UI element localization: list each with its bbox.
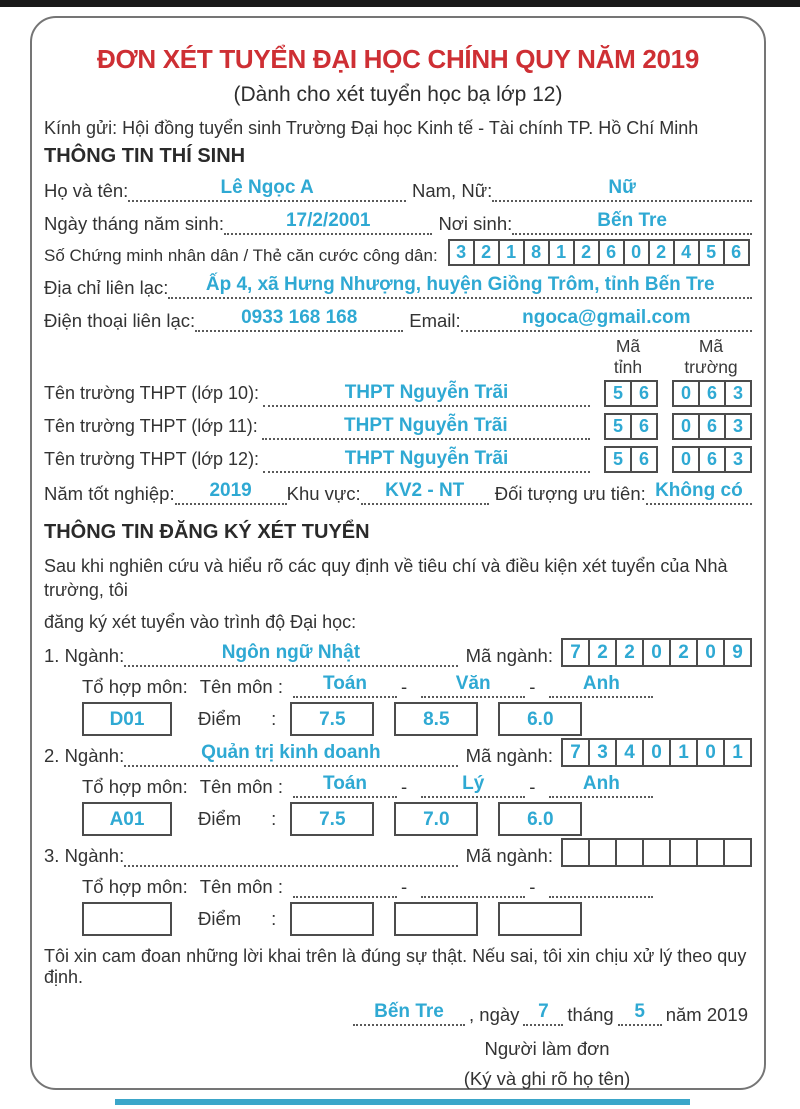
digit-cell: 5: [604, 446, 632, 473]
digit-cell: 1: [669, 738, 698, 767]
row-scores-1: [82, 702, 752, 736]
major-2-subject-3-value: Anh: [582, 773, 620, 794]
major-3-score-3-box[interactable]: [498, 902, 582, 936]
major-1-name-field[interactable]: [124, 641, 457, 667]
row-school-grade11: [44, 413, 752, 440]
digit-cell: 3: [724, 413, 752, 440]
digit-cell: 0: [672, 413, 700, 440]
major-1-score-3-box[interactable]: [498, 702, 582, 736]
sign-note: (Ký và ghi rõ họ tên): [463, 1068, 631, 1089]
digit-cell: 1: [548, 239, 575, 266]
digit-cell: 0: [696, 638, 725, 667]
row-dob-birthplace: [44, 209, 752, 235]
major-1-combo-value: D01: [109, 709, 145, 730]
major-2-subject-2-field[interactable]: [421, 772, 525, 798]
major-2-label: 2. Ngành:: [44, 745, 125, 766]
digit-cell: 6: [630, 380, 658, 407]
major-2-subject-1-field[interactable]: [293, 772, 397, 798]
area-field[interactable]: [361, 479, 489, 505]
digit-cell: 7: [561, 738, 590, 767]
day-value: 7: [538, 1001, 549, 1022]
digit-cell: 3: [448, 239, 475, 266]
fullname-label: Họ và tên:: [44, 180, 129, 201]
score-label-2: Điểm: [198, 808, 242, 829]
major-3-score-1-box[interactable]: [290, 902, 374, 936]
digit-cell: 8: [523, 239, 550, 266]
digit-cell: 3: [724, 380, 752, 407]
digit-cell: 6: [698, 446, 726, 473]
digit-cell: 5: [604, 380, 632, 407]
digit-cell: 6: [723, 239, 750, 266]
digit-cell: [561, 838, 590, 867]
score-colon-3: :: [271, 908, 277, 929]
row-phone-email: [44, 306, 752, 332]
major-2-name-value: Quản trị kinh doanh: [201, 742, 381, 763]
major-1-subject-1-value: Toán: [323, 673, 367, 694]
major-1-score-1-box[interactable]: [290, 702, 374, 736]
row-major-2: [44, 738, 752, 767]
area-label: Khu vực:: [286, 483, 361, 504]
declaration-text: Tôi xin cam đoan những lời khai trên là đúng sự thật. Nếu sai, tôi xin chịu xử lý theo quy định.: [44, 946, 747, 987]
major-1-subject-2-field[interactable]: [421, 672, 525, 698]
major-3-combo-box[interactable]: [82, 902, 172, 936]
digit-cell: 2: [588, 638, 617, 667]
province-code-header: Mã tỉnh: [613, 336, 643, 377]
major-1-name-value: Ngôn ngữ Nhật: [221, 642, 361, 663]
grad-year-value: 2019: [209, 480, 252, 501]
digit-cell: 0: [672, 446, 700, 473]
priority-field[interactable]: [646, 479, 752, 505]
major-1-score-1-value: 7.5: [319, 709, 346, 730]
school-grade12-value: THPT Nguyễn Trãi: [344, 447, 509, 469]
digit-cell: 1: [498, 239, 525, 266]
major-1-subject-3-field[interactable]: [549, 672, 653, 698]
major-2-code-label: Mã ngành:: [465, 745, 553, 766]
major-3-label: 3. Ngành:: [44, 845, 125, 866]
digit-cell: 2: [669, 638, 698, 667]
score-colon-2: :: [271, 808, 277, 829]
major-1-code-boxes[interactable]: [561, 638, 752, 667]
row-graduation: [44, 479, 752, 505]
major-2-code-boxes[interactable]: [561, 738, 752, 767]
digit-cell: 0: [623, 239, 650, 266]
fullname-field[interactable]: [128, 176, 406, 202]
digit-cell: 6: [598, 239, 625, 266]
digit-cell: 4: [673, 239, 700, 266]
row-major-1: [44, 638, 752, 667]
school-code-boxes-grade12[interactable]: [672, 446, 752, 473]
row-id-number: [44, 239, 752, 266]
digit-cell: 2: [648, 239, 675, 266]
digit-cell: 0: [642, 738, 671, 767]
phone-value: 0933 168 168: [241, 307, 358, 328]
major-2-subject-2-value: Lý: [462, 773, 485, 794]
major-3-subject-3-field[interactable]: [549, 872, 653, 898]
province-code-boxes-grade10[interactable]: [604, 380, 658, 407]
phone-label: Điện thoại liên lạc:: [44, 310, 196, 331]
school-grade10-label: Tên trường THPT (lớp 10):: [44, 383, 260, 403]
row-combo-2: [82, 772, 752, 798]
digit-cell: 0: [672, 380, 700, 407]
address-value: Ấp 4, xã Hưng Nhượng, huyện Giồng Trôm, tỉnh Bến Tre: [205, 274, 715, 295]
greeting-line: Kính gửi: Hội đồng tuyển sinh Trường Đại học Kinh tế - Tài chính TP. Hồ Chí Minh: [44, 118, 699, 138]
place-field[interactable]: [353, 1000, 465, 1026]
major-1-score-2-value: 8.5: [423, 709, 450, 730]
digit-cell: 4: [615, 738, 644, 767]
subject-1-label: Tên môn :: [199, 676, 284, 697]
phone-field[interactable]: [195, 306, 403, 332]
major-1-label: 1. Ngành:: [44, 645, 125, 666]
subject-separator: -: [401, 776, 408, 797]
bottom-blue-bar: [115, 1099, 690, 1105]
intro-line-1: Sau khi nghiên cứu và hiểu rõ các quy định về tiêu chí và điều kiện xét tuyển của Nhà trường, tôi: [44, 556, 728, 600]
major-2-score-2-value: 7.0: [423, 809, 450, 830]
combo-2-label: Tổ hợp môn:: [82, 776, 188, 797]
row-combo-3: [82, 872, 752, 898]
month-label: tháng: [567, 1004, 614, 1025]
gender-value: Nữ: [608, 177, 636, 198]
digit-cell: 5: [698, 239, 725, 266]
dob-field[interactable]: [224, 209, 432, 235]
school-code-header: Mã trường: [684, 336, 738, 377]
score-label-3: Điểm: [198, 908, 242, 929]
digit-cell: 6: [630, 446, 658, 473]
email-field[interactable]: [461, 306, 752, 332]
school-grade12-label: Tên trường THPT (lớp 12):: [44, 449, 260, 469]
major-2-score-3-box[interactable]: [498, 802, 582, 836]
school-code-boxes-grade10[interactable]: [672, 380, 752, 407]
row-school-grade10: [44, 380, 752, 407]
school-code-boxes-grade11[interactable]: [672, 413, 752, 440]
signature-block: [397, 1038, 697, 1090]
major-1-subject-3-value: Anh: [582, 673, 620, 694]
row-major-3: [44, 838, 752, 867]
subject-separator: -: [401, 876, 408, 897]
digit-cell: 6: [698, 413, 726, 440]
row-scores-2: [82, 802, 752, 836]
address-label: Địa chỉ liên lạc:: [44, 277, 169, 298]
intro-line-2: đăng ký xét tuyển vào trình độ Đại học:: [44, 612, 357, 632]
row-code-headers: [44, 336, 752, 378]
row-place-date: [44, 1000, 752, 1026]
address-field[interactable]: [168, 273, 752, 299]
subject-3-label: Tên môn :: [199, 876, 284, 897]
row-school-grade12: [44, 446, 752, 473]
digit-cell: 5: [604, 413, 632, 440]
birthplace-label: Nơi sinh:: [438, 213, 513, 234]
major-1-score-3-value: 6.0: [527, 709, 554, 730]
day-field[interactable]: [523, 1000, 563, 1026]
major-3-score-2-box[interactable]: [394, 902, 478, 936]
fullname-value: Lê Ngọc A: [220, 177, 314, 198]
major-2-combo-value: A01: [109, 809, 145, 830]
major-3-subject-2-field[interactable]: [421, 872, 525, 898]
digit-cell: 3: [724, 446, 752, 473]
major-1-score-2-box[interactable]: [394, 702, 478, 736]
id-number-label: Số Chứng minh nhân dân / Thẻ căn cước công dân:: [44, 246, 438, 265]
subject-2-label: Tên môn :: [199, 776, 284, 797]
major-1-subject-2-value: Văn: [455, 673, 491, 694]
digit-cell: [669, 838, 698, 867]
digit-cell: [723, 838, 752, 867]
score-label-1: Điểm: [198, 708, 242, 729]
priority-value: Không có: [655, 480, 743, 501]
email-value: ngoca@gmail.com: [522, 307, 691, 328]
gender-label: Nam, Nữ:: [412, 180, 493, 201]
subject-separator: -: [529, 676, 536, 697]
province-code-boxes-grade11[interactable]: [604, 413, 658, 440]
combo-3-label: Tổ hợp môn:: [82, 876, 188, 897]
combo-1-label: Tổ hợp môn:: [82, 676, 188, 697]
dob-label: Ngày tháng năm sinh:: [44, 213, 224, 234]
digit-cell: 1: [723, 738, 752, 767]
major-3-code-label: Mã ngành:: [465, 845, 553, 866]
major-1-code-label: Mã ngành:: [465, 645, 553, 666]
priority-label: Đối tượng ưu tiên:: [494, 483, 646, 504]
birthplace-value: Bến Tre: [597, 210, 667, 231]
row-address: [44, 273, 752, 299]
digit-cell: 7: [561, 638, 590, 667]
row-combo-1: [82, 672, 752, 698]
major-1-subject-1-field[interactable]: [293, 672, 397, 698]
digit-cell: 6: [698, 380, 726, 407]
grad-year-field[interactable]: [175, 479, 287, 505]
month-value: 5: [634, 1001, 645, 1022]
digit-cell: [696, 838, 725, 867]
digit-cell: [588, 838, 617, 867]
digit-cell: 0: [696, 738, 725, 767]
digit-cell: [642, 838, 671, 867]
province-code-boxes-grade12[interactable]: [604, 446, 658, 473]
section-heading-registration: THÔNG TIN ĐĂNG KÝ XÉT TUYỂN: [44, 521, 370, 543]
area-value: KV2 - NT: [385, 480, 465, 501]
digit-cell: 9: [723, 638, 752, 667]
id-number-boxes[interactable]: [448, 239, 750, 266]
form-border-frame: [30, 16, 766, 1090]
digit-cell: 0: [642, 638, 671, 667]
form-title: ĐƠN XÉT TUYỂN ĐẠI HỌC CHÍNH QUY NĂM 2019: [96, 44, 699, 74]
school-grade12-field[interactable]: [263, 447, 590, 473]
major-3-subject-1-field[interactable]: [293, 872, 397, 898]
top-edge-bar: [0, 0, 800, 7]
digit-cell: 6: [630, 413, 658, 440]
school-grade10-value: THPT Nguyễn Trãi: [344, 381, 509, 403]
dob-value: 17/2/2001: [285, 210, 371, 231]
score-colon-1: :: [271, 708, 277, 729]
year-label: năm 2019: [665, 1004, 748, 1025]
month-field[interactable]: [618, 1000, 662, 1026]
school-grade11-value: THPT Nguyễn Trãi: [344, 414, 508, 436]
form-subtitle: (Dành cho xét tuyển học bạ lớp 12): [233, 83, 563, 106]
major-1-combo-box[interactable]: [82, 702, 172, 736]
major-2-score-2-box[interactable]: [394, 802, 478, 836]
school-grade10-field[interactable]: [263, 381, 590, 407]
digit-cell: 2: [473, 239, 500, 266]
birthplace-field[interactable]: [512, 209, 752, 235]
email-label: Email:: [409, 310, 461, 331]
section-heading-candidate-info: THÔNG TIN THÍ SINH: [44, 145, 246, 167]
school-grade11-label: Tên trường THPT (lớp 11):: [44, 416, 258, 436]
row-scores-3: [82, 902, 752, 936]
major-2-score-1-box[interactable]: [290, 802, 374, 836]
subject-separator: -: [401, 676, 408, 697]
place-value: Bến Tre: [374, 1001, 444, 1022]
major-2-score-1-value: 7.5: [319, 809, 346, 830]
digit-cell: [615, 838, 644, 867]
subject-separator: -: [529, 776, 536, 797]
day-prefix-label: , ngày: [469, 1004, 520, 1025]
row-fullname-gender: [44, 176, 752, 202]
major-2-subject-1-value: Toán: [323, 773, 367, 794]
signer-label: Người làm đơn: [484, 1038, 610, 1059]
gender-field[interactable]: [492, 176, 752, 202]
major-3-name-field[interactable]: [124, 841, 457, 867]
major-2-subject-3-field[interactable]: [549, 772, 653, 798]
grad-year-label: Năm tốt nghiệp:: [44, 483, 175, 504]
major-2-score-3-value: 6.0: [527, 809, 554, 830]
school-grade11-field[interactable]: [262, 414, 590, 440]
major-3-code-boxes[interactable]: [561, 838, 752, 867]
subject-separator: -: [529, 876, 536, 897]
digit-cell: 2: [573, 239, 600, 266]
major-2-name-field[interactable]: [124, 741, 457, 767]
digit-cell: 3: [588, 738, 617, 767]
digit-cell: 2: [615, 638, 644, 667]
major-2-combo-box[interactable]: [82, 802, 172, 836]
